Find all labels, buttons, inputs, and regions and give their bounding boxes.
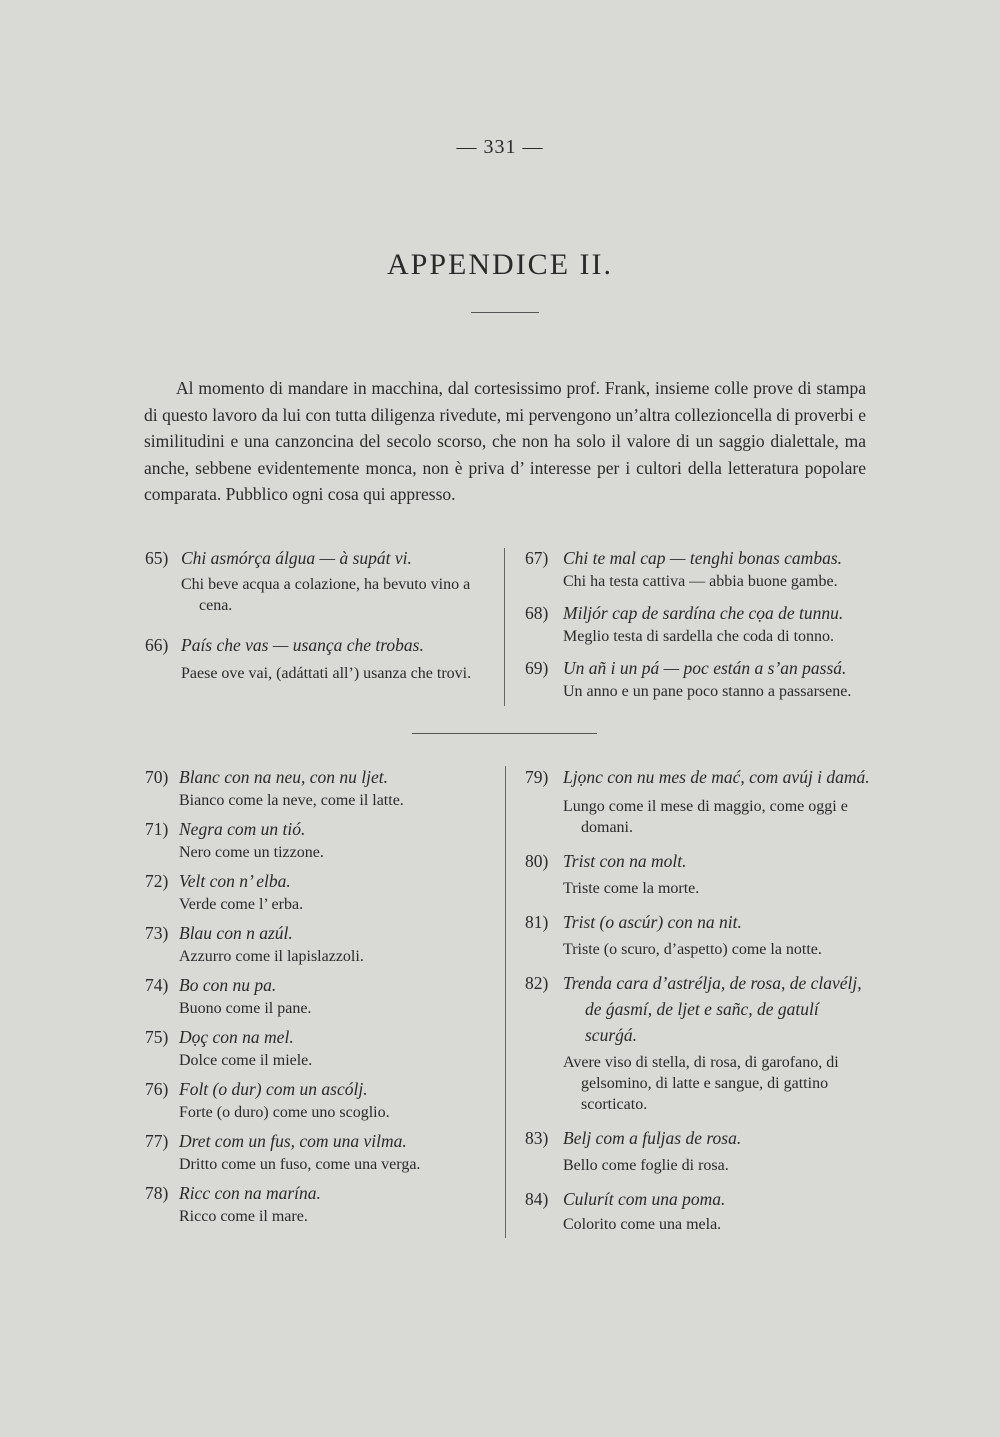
proverb-translation: Triste (o scuro, d’aspetto) come la notte. — [563, 941, 822, 958]
proverb-80 — [525, 848, 870, 899]
proverb-71 — [145, 816, 485, 863]
proverb-translation: Ricco come il mare. — [179, 1208, 308, 1225]
proverb-translation: Triste come la morte. — [563, 880, 700, 897]
proverb-translation: Avere viso di stella, di rosa, di garofano, di gelsomino, di latte e sangue, di gattino scorticato. — [563, 1054, 839, 1113]
proverb-number: 74) — [145, 975, 169, 995]
proverb-text: País che vas — usança che trobas. — [181, 635, 424, 655]
proverb-69 — [525, 655, 870, 702]
proverb-number: 73) — [145, 923, 169, 943]
proverb-number: 76) — [145, 1079, 169, 1099]
proverb-number: 77) — [145, 1131, 169, 1151]
intro-text: Al momento di mandare in macchina, dal cortesissimo prof. Frank, insieme colle prove di stampa di questo lavoro da lui con tutta diligenza rivedute, mi pervengono un’altra collezioncella di proverbi e similitudini e una canzoncina del secolo scorso, che non ha solo il valore di un saggio dialettale, ma anche, sebbene evidentemente monca, non è priva d’ interesse per i cultori della letteratura popolare comparata. Pubblico ogni cosa qui appresso. — [144, 378, 866, 504]
proverb-number: 69) — [525, 658, 549, 678]
proverb-text: Bo con nu pa. — [179, 975, 277, 995]
proverb-number: 68) — [525, 603, 549, 623]
proverb-translation: Chi beve acqua a colazione, ha bevuto vino a cena. — [181, 576, 471, 614]
proverb-84 — [525, 1186, 870, 1235]
proverb-text: Belj com a fuljas de rosa. — [563, 1128, 742, 1148]
proverb-76 — [145, 1076, 485, 1123]
proverb-65 — [145, 545, 485, 616]
column-divider — [504, 548, 505, 706]
section2-left-column — [145, 764, 485, 1227]
proverb-text: Folt (o dur) com un ascólj. — [179, 1079, 368, 1099]
proverb-number: 84) — [525, 1189, 549, 1209]
proverb-translation: Lungo come il mese di maggio, come oggi e domani. — [563, 798, 848, 836]
proverb-text: Velt con n’ elba. — [179, 871, 291, 891]
proverb-translation: Dolce come il miele. — [179, 1052, 313, 1069]
proverb-75 — [145, 1024, 485, 1071]
proverb-text-content: Ljọnc con nu mes de mać, com avúj i damá. — [563, 767, 870, 787]
proverb-number: 67) — [525, 548, 549, 568]
proverb-text: Un añ i un pá — poc están a s’an passá. — [563, 658, 847, 678]
proverb-translation: Buono come il pane. — [179, 1000, 312, 1017]
proverb-number: 66) — [145, 635, 169, 655]
proverb-text: Negra com un tió. — [179, 819, 306, 839]
proverb-translation: Bianco come la neve, come il latte. — [179, 792, 404, 809]
proverb-text: Blanc con na neu, con nu ljet. — [179, 767, 388, 787]
proverb-text: Dọç con na mel. — [179, 1027, 294, 1047]
proverb-text: Chi te mal cap — tenghi bonas cambas. — [563, 548, 843, 568]
proverb-83 — [525, 1125, 870, 1176]
proverb-translation: Forte (o duro) come uno scoglio. — [179, 1104, 390, 1121]
page-number: — 331 — — [456, 136, 544, 158]
proverb-translation: Bello come foglie di rosa. — [563, 1157, 729, 1174]
proverb-text: Trenda cara d’astrélja, de rosa, de clavélj, de ǵasmí, de ljet e sañc, de gatulí scurǵá. — [563, 973, 862, 1045]
proverb-translation: Meglio testa di sardella che coda di tonno. — [563, 628, 835, 645]
proverb-number: 83) — [525, 1128, 549, 1148]
proverb-66 — [145, 632, 485, 684]
intro-paragraph — [144, 375, 866, 508]
proverb-number: 75) — [145, 1027, 169, 1047]
proverb-number: 81) — [525, 912, 549, 932]
proverb-translation: Un anno e un pane poco stanno a passarsene. — [563, 683, 852, 700]
proverb-translation: Dritto come un fuso, come una verga. — [179, 1156, 421, 1173]
proverb-text — [525, 764, 870, 790]
proverb-number: 78) — [145, 1183, 169, 1203]
proverb-67 — [525, 545, 870, 592]
proverb-number: 72) — [145, 871, 169, 891]
proverb-number: 80) — [525, 851, 549, 871]
proverb-text: Miljór cap de sardína che cọa de tunnu. — [563, 603, 844, 623]
proverb-translation: Chi ha testa cattiva — abbia buone gambe. — [563, 573, 838, 590]
section2-right-column — [525, 764, 870, 1235]
proverb-translation: Paese ove vai, (adáttati all’) usanza che trovi. — [181, 665, 472, 682]
proverb-translation: Verde come l’ erba. — [179, 896, 304, 913]
proverb-number: 82) — [525, 973, 549, 993]
proverb-82 — [525, 970, 870, 1115]
page-title: APPENDICE II. — [387, 248, 613, 281]
proverb-text: Trist con na molt. — [563, 851, 687, 871]
proverb-translation: Azzurro come il lapislazzoli. — [179, 948, 364, 965]
section-rule — [412, 733, 597, 734]
proverb-translation: Colorito come una mela. — [563, 1216, 722, 1233]
proverb-text: Blau con n azúl. — [179, 923, 293, 943]
title-rule — [471, 312, 539, 313]
proverb-text: Trist (o ascúr) con na nit. — [563, 912, 742, 932]
proverb-72 — [145, 868, 485, 915]
proverb-number: 79) — [525, 767, 549, 787]
proverb-73 — [145, 920, 485, 967]
proverb-number: 65) — [145, 548, 169, 568]
proverb-translation: Nero come un tizzone. — [179, 844, 324, 861]
proverb-text: Culurít com una poma. — [563, 1189, 726, 1209]
proverb-79 — [525, 764, 870, 838]
section1-right-column — [525, 545, 870, 702]
proverb-68 — [525, 600, 870, 647]
proverb-70 — [145, 764, 485, 811]
column-divider — [505, 766, 506, 1238]
proverb-text: Dret com un fus, com una vilma. — [179, 1131, 407, 1151]
proverb-74 — [145, 972, 485, 1019]
proverb-78 — [145, 1180, 485, 1227]
proverb-number: 71) — [145, 819, 169, 839]
proverb-77 — [145, 1128, 485, 1175]
proverb-81 — [525, 909, 870, 960]
proverb-number: 70) — [145, 767, 169, 787]
proverb-text: Ricc con na marína. — [179, 1183, 321, 1203]
section1-left-column — [145, 545, 485, 684]
proverb-text: Chi asmórça álgua — à supát vi. — [181, 548, 412, 568]
